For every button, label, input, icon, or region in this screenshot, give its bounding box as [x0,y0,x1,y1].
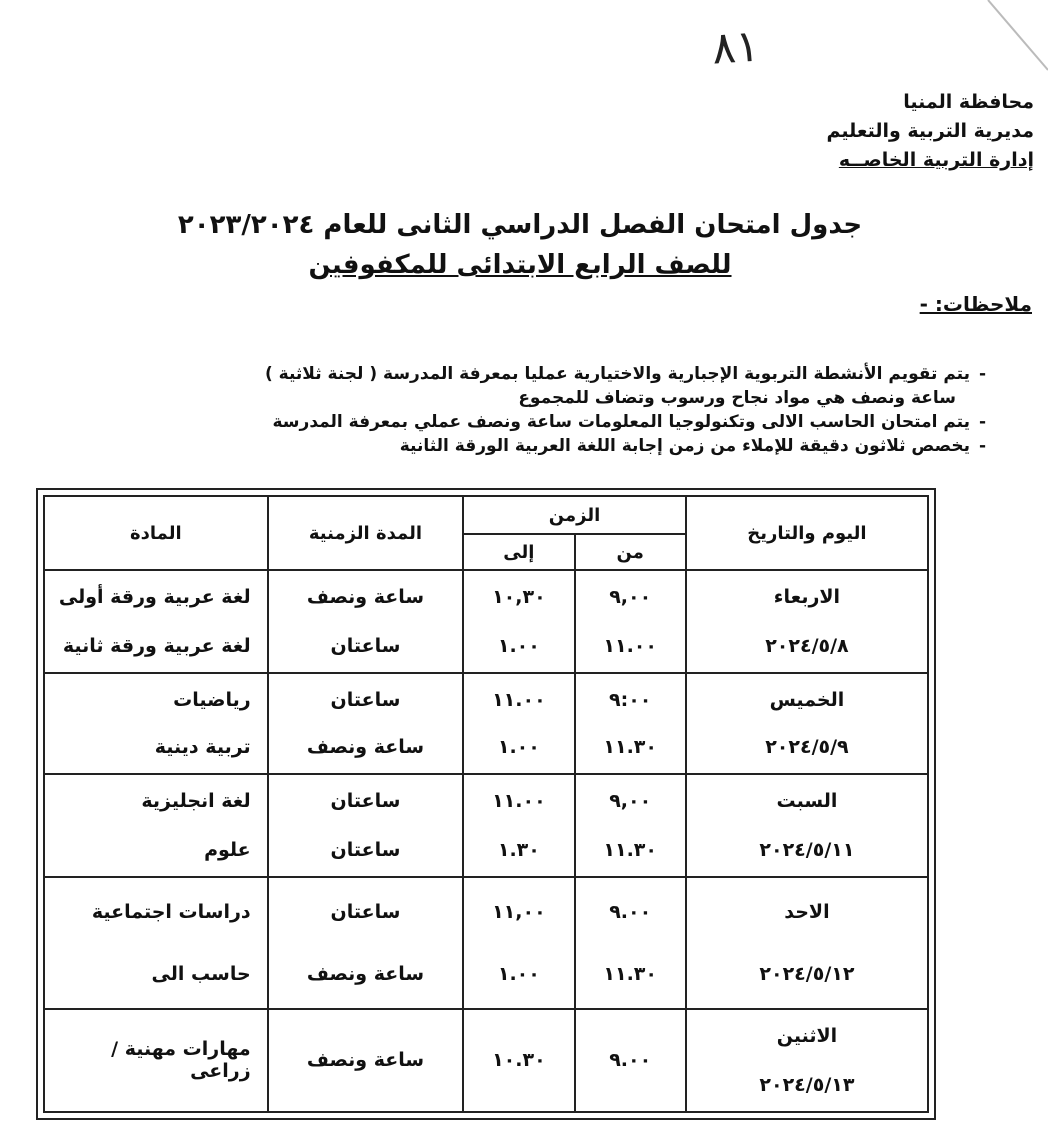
to-cell [463,774,574,877]
time-to: ١.٠٠ [497,736,540,759]
exam-date: ٢٠٢٤/٥/٨ [765,634,849,657]
subject: تربية دينية [154,736,251,759]
day-name: الاحد [784,900,830,923]
to-cell [463,877,574,1009]
day-date-cell [686,570,928,673]
subject-cell [44,1009,268,1112]
day-name: السبت [776,790,838,813]
time-from: ١١.٣٠ [603,736,657,759]
header-duration: المدة الزمنية [268,496,464,570]
time-from: ٩.٠٠ [609,900,652,923]
time-from: ٩.٠٠ [609,1049,652,1072]
to-cell [463,570,574,673]
subject: لغة انجليزية [141,790,251,813]
subject-cell [44,570,268,673]
notes-list [126,362,986,458]
duration: ساعتان [330,688,401,711]
time-to: ١.٠٠ [497,963,540,986]
day-date-cell [686,877,928,1009]
subject: لغة عربية ورقة ثانية [62,634,251,657]
time-from: ١١.٣٠ [603,963,657,986]
time-to: ١.٠٠ [497,634,540,657]
time-from: ٩,٠٠ [609,790,652,813]
time-from: ١١.٠٠ [603,634,657,657]
note-item: - يتم تقويم الأنشطة التربوية الإجبارية والاختيارية عمليا بمعرفة المدرسة ( لجنة ثلاثية ) [126,362,986,386]
table-row [44,570,928,673]
subject-cell [44,877,268,1009]
subject: دراسات اجتماعية [91,900,251,923]
day-date-cell [686,774,928,877]
governorate-line: محافظة المنيا [903,91,1034,113]
subject: مهارات مهنية / زراعى [111,1038,251,1083]
header-to: إلى [463,534,574,570]
header-subject: المادة [44,496,268,570]
title-line-2: للصف الرابع الابتدائى للمكفوفين [308,250,732,280]
to-cell [463,673,574,774]
subject: رياضيات [173,688,251,711]
header-day-date: اليوم والتاريخ [686,496,928,570]
time-to: ١٠.٣٠ [492,1049,546,1072]
from-cell [575,877,686,1009]
day-date-cell [686,1009,928,1112]
duration: ساعتان [330,900,401,923]
document-title [150,205,890,285]
time-to: ١١,٠٠ [492,900,546,923]
subject-cell [44,673,268,774]
exam-date: ٢٠٢٤/٥/١٢ [759,963,855,986]
duration: ساعتان [330,838,401,861]
exam-schedule-table [43,495,929,1113]
title-line-1: جدول امتحان الفصل الدراسي الثانى للعام ٢٠٢٣/٢٠٢٤ [177,210,863,240]
duration: ساعتان [330,634,401,657]
duration: ساعة ونصف [306,1049,425,1072]
duration-cell [268,570,464,673]
duration: ساعتان [330,790,401,813]
day-name: الخميس [769,688,845,711]
duration: ساعة ونصف [306,736,425,759]
time-to: ١.٣٠ [497,838,540,861]
exam-schedule-table-frame [36,488,936,1120]
directorate-line: مديرية التربية والتعليم [826,120,1034,142]
day-name: الاثنين [776,1025,838,1048]
duration-cell [268,1009,464,1112]
note-item: - يتم امتحان الحاسب الالى وتكنولوجيا المعلومات ساعة ونصف عملي بمعرفة المدرسة [126,410,986,434]
time-to: ١١.٠٠ [492,790,546,813]
exam-date: ٢٠٢٤/٥/١١ [759,838,855,861]
subject: لغة عربية ورقة أولى [58,586,251,609]
header-time: الزمن [463,496,686,534]
table-row [44,774,928,877]
day-date-cell [686,673,928,774]
subject-cell [44,774,268,877]
table-row [44,877,928,1009]
table-row [44,673,928,774]
day-name: الاربعاء [773,586,841,609]
issuer-header [826,88,1034,175]
time-to: ١٠,٣٠ [492,586,546,609]
duration: ساعة ونصف [306,586,425,609]
duration: ساعة ونصف [306,963,425,986]
from-cell [575,673,686,774]
duration-cell [268,774,464,877]
table-row [44,1009,928,1112]
exam-date: ٢٠٢٤/٥/٩ [765,736,849,759]
note-continuation: ساعة ونصف هي مواد نجاح ورسوب وتضاف للمجموع [518,388,956,408]
administration-line: إدارة التربية الخاصــه [838,149,1034,171]
header-from: من [575,534,686,570]
time-from: ١١.٣٠ [603,838,657,861]
note-item: - يخصص ثلاثون دقيقة للإملاء من زمن إجابة اللغة العربية الورقة الثانية [126,434,986,458]
time-to: ١١.٠٠ [492,688,546,711]
notes-label: ملاحظات: - [919,292,1032,316]
from-cell [575,1009,686,1112]
duration-cell [268,877,464,1009]
handwritten-page-number: ٨١ [710,20,761,75]
subject: حاسب الى [151,963,251,986]
from-cell [575,570,686,673]
to-cell [463,1009,574,1112]
exam-date: ٢٠٢٤/٥/١٣ [759,1073,855,1096]
time-from: ٩:٠٠ [609,688,652,711]
from-cell [575,774,686,877]
time-from: ٩,٠٠ [609,586,652,609]
subject: علوم [204,838,251,861]
duration-cell [268,673,464,774]
